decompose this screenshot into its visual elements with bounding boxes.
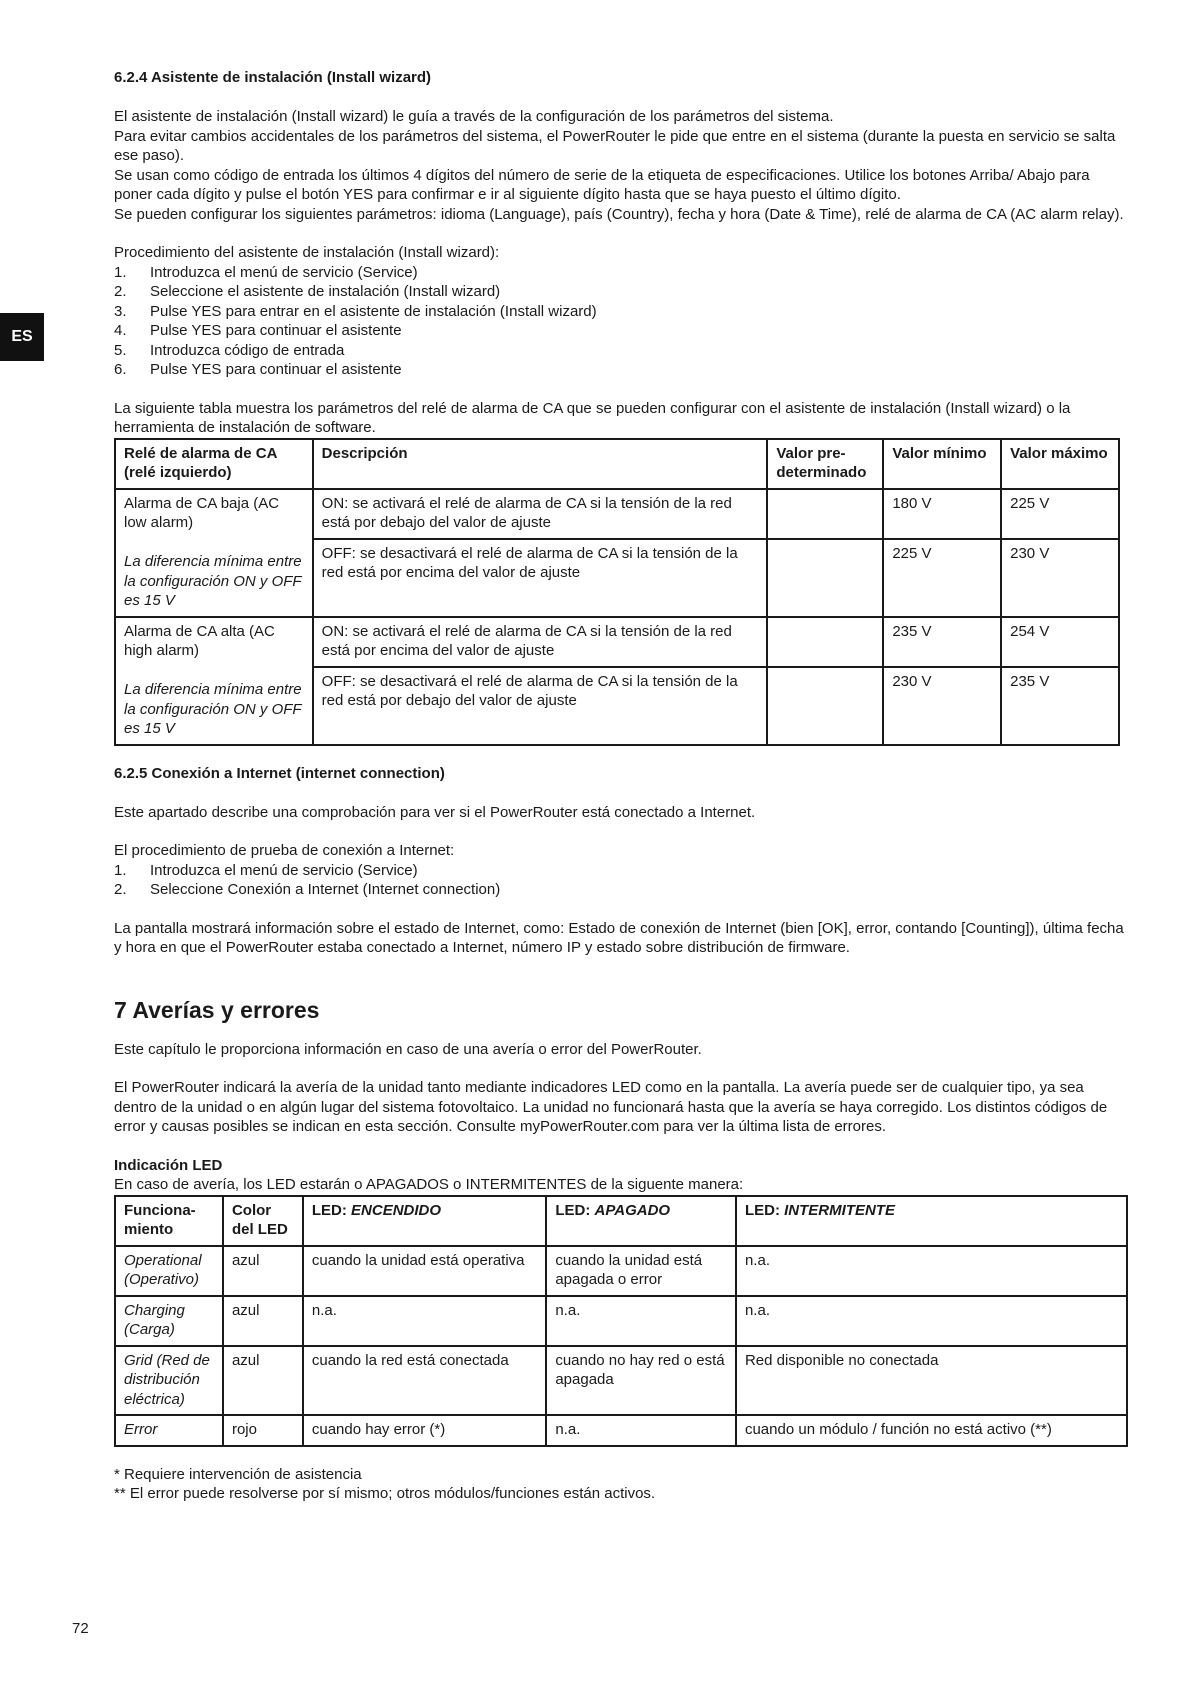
led-indication-title: Indicación LED	[114, 1156, 223, 1174]
paragraph: Se usan como código de entrada los últimos 4 dígitos del número de serie de la etiqueta de especificaciones. Utilice los botones Arriba/ Abajo para poner cada dígito y pulse el botón YES para confirmar e ir al siguiente dígito hasta que se haya puesto el último dígito.	[114, 166, 1090, 203]
table-row	[115, 489, 1119, 539]
table-cell: 254 V	[1001, 617, 1119, 667]
list-item: 5. Introduzca código de entrada	[114, 341, 345, 359]
table-cell: rojo	[223, 1415, 303, 1446]
table-cell: 180 V	[883, 489, 1001, 539]
column-header: Valor mínimo	[883, 439, 1001, 489]
column-header: Valor pre- determinado	[767, 439, 883, 489]
column-header: Funciona- miento	[115, 1196, 223, 1246]
table-cell: n.a.	[546, 1296, 736, 1346]
paragraph: El PowerRouter indicará la avería de la unidad tanto mediante indicadores LED como en la pantalla. La avería puede ser de cualquier tipo, ya sea dentro de la unidad o en algún lugar del sistema fotovoltaico. La unidad no funcionará hasta que la avería se haya corregido. Los distintos códigos de error y causas posibles se indican en esta sección. Consulte myPowerRouter.com para ver la última lista de errores.	[114, 1079, 1108, 1135]
table-header-row	[115, 439, 1119, 489]
table-cell	[767, 617, 883, 667]
paragraph: Para evitar cambios accidentales de los parámetros del sistema, el PowerRouter le pide que entre en el sistema (durante la puesta en servicio se salta ese paso).	[114, 127, 1116, 164]
table-cell: 235 V	[883, 617, 1001, 667]
table-cell: 235 V	[1001, 667, 1119, 745]
column-header: LED: INTERMITENTE	[736, 1196, 1127, 1246]
led-indication-table	[114, 1195, 1128, 1447]
table-cell: OFF: se desactivará el relé de alarma de CA si la tensión de la red está por debajo del valor de ajuste	[313, 667, 768, 745]
paragraph: El asistente de instalación (Install wizard) le guía a través de la configuración de los parámetros del sistema.	[114, 108, 834, 125]
chapter-heading-7: 7 Averías y errores	[114, 996, 320, 1023]
table-cell: n.a.	[736, 1246, 1127, 1296]
table-cell: azul	[223, 1346, 303, 1416]
footnote: * Requiere intervención de asistencia	[114, 1465, 362, 1483]
list-item: 2. Seleccione el asistente de instalación (Install wizard)	[114, 283, 501, 300]
table-cell: OFF: se desactivará el relé de alarma de CA si la tensión de la red está por encima del valor de ajuste	[313, 539, 768, 617]
alarm-group-cell: Alarma de CA baja (AC low alarm) La diferencia mínima entre la configuración ON y OFF es 15 V	[115, 489, 313, 617]
procedure-title: El procedimiento de prueba de conexión a Internet:	[114, 842, 455, 859]
column-header: LED: ENCENDIDO	[303, 1196, 546, 1246]
list-item: 1. Introduzca el menú de servicio (Service)	[114, 263, 418, 281]
table-cell: Operational (Operativo)	[115, 1246, 223, 1296]
install-wizard-steps	[114, 263, 1124, 380]
table-cell: cuando la red está conectada	[303, 1346, 546, 1416]
footnote: ** El error puede resolverse por sí mismo; otros módulos/funciones están activos.	[114, 1485, 656, 1502]
table-cell: ON: se activará el relé de alarma de CA si la tensión de la red está por encima del valor de ajuste	[313, 617, 768, 667]
table-cell: Charging (Carga)	[115, 1296, 223, 1346]
paragraph: Este capítulo le proporciona información en caso de una avería o error del PowerRouter.	[114, 1040, 702, 1058]
list-item: 2. Seleccione Conexión a Internet (Internet connection)	[114, 881, 501, 898]
page-content	[114, 68, 1124, 1504]
paragraph: Se pueden configurar los siguientes parámetros: idioma (Language), país (Country), fecha y hora (Date & Time), relé de alarma de CA (AC alarm relay).	[114, 205, 1124, 223]
section-heading-6-2-5: 6.2.5 Conexión a Internet (internet connection)	[114, 764, 445, 782]
table-cell: 230 V	[1001, 539, 1119, 617]
table-row	[115, 1415, 1127, 1446]
column-header: Color del LED	[223, 1196, 303, 1246]
table-cell: cuando no hay red o está apagada	[546, 1346, 736, 1416]
section-heading-6-2-4: 6.2.4 Asistente de instalación (Install wizard)	[114, 69, 432, 86]
table-cell: azul	[223, 1246, 303, 1296]
footnotes	[114, 1465, 1124, 1504]
table-cell	[767, 489, 883, 539]
list-item: 4. Pulse YES para continuar el asistente	[114, 322, 402, 339]
list-item: 6. Pulse YES para continuar el asistente	[114, 361, 402, 378]
column-header: Valor máximo	[1001, 439, 1119, 489]
alarm-group-cell: Alarma de CA alta (AC high alarm) La diferencia mínima entre la configuración ON y OFF es 15 V	[115, 617, 313, 745]
table-header-row	[115, 1196, 1127, 1246]
group-note: La diferencia mínima entre la configuración ON y OFF es 15 V	[124, 553, 302, 609]
internet-test-steps	[114, 861, 1124, 900]
table-cell: ON: se activará el relé de alarma de CA si la tensión de la red está por debajo del valor de ajuste	[313, 489, 768, 539]
list-item: 1. Introduzca el menú de servicio (Service)	[114, 861, 418, 879]
table-cell: n.a.	[736, 1296, 1127, 1346]
table-cell: cuando la unidad está apagada o error	[546, 1246, 736, 1296]
table-cell: Error	[115, 1415, 223, 1446]
table-cell: n.a.	[303, 1296, 546, 1346]
paragraph: La pantalla mostrará información sobre el estado de Internet, como: Estado de conexión de Internet (bien [OK], error, contando [Counting]), última fecha y hora en que el PowerRouter estaba conectado a Internet, número IP y estado sobre distribución de firmware.	[114, 919, 1124, 956]
page-number: 72	[72, 1620, 89, 1637]
table-cell	[767, 539, 883, 617]
table-cell: azul	[223, 1296, 303, 1346]
table-cell	[767, 667, 883, 745]
table-cell: 225 V	[883, 539, 1001, 617]
procedure-title: Procedimiento del asistente de instalación (Install wizard):	[114, 244, 500, 261]
table-cell: n.a.	[546, 1415, 736, 1446]
table-row	[115, 1296, 1127, 1346]
table-cell: 230 V	[883, 667, 1001, 745]
column-header: Descripción	[313, 439, 768, 489]
table-cell: 225 V	[1001, 489, 1119, 539]
ac-alarm-relay-table	[114, 438, 1120, 746]
led-intro: En caso de avería, los LED estarán o APAGADOS o INTERMITENTES de la siguente manera:	[114, 1176, 744, 1193]
table-cell: cuando un módulo / función no está activo (**)	[736, 1415, 1127, 1446]
column-header: Relé de alarma de CA (relé izquierdo)	[115, 439, 313, 489]
table-cell: cuando hay error (*)	[303, 1415, 546, 1446]
table-cell: Red disponible no conectada	[736, 1346, 1127, 1416]
column-header: LED: APAGADO	[546, 1196, 736, 1246]
table-cell: Grid (Red de distribución eléctrica)	[115, 1346, 223, 1416]
language-tab: ES	[0, 313, 44, 361]
paragraph: Este apartado describe una comprobación para ver si el PowerRouter está conectado a Internet.	[114, 803, 756, 821]
table-cell: cuando la unidad está operativa	[303, 1246, 546, 1296]
list-item: 3. Pulse YES para entrar en el asistente de instalación (Install wizard)	[114, 302, 597, 320]
table-row	[115, 1246, 1127, 1296]
table-row	[115, 617, 1119, 667]
table-row	[115, 1346, 1127, 1416]
table-intro: La siguiente tabla muestra los parámetros del relé de alarma de CA que se pueden configurar con el asistente de instalación (Install wizard) o la herramienta de instalación de software.	[114, 399, 1071, 436]
group-note: La diferencia mínima entre la configuración ON y OFF es 15 V	[124, 681, 302, 737]
